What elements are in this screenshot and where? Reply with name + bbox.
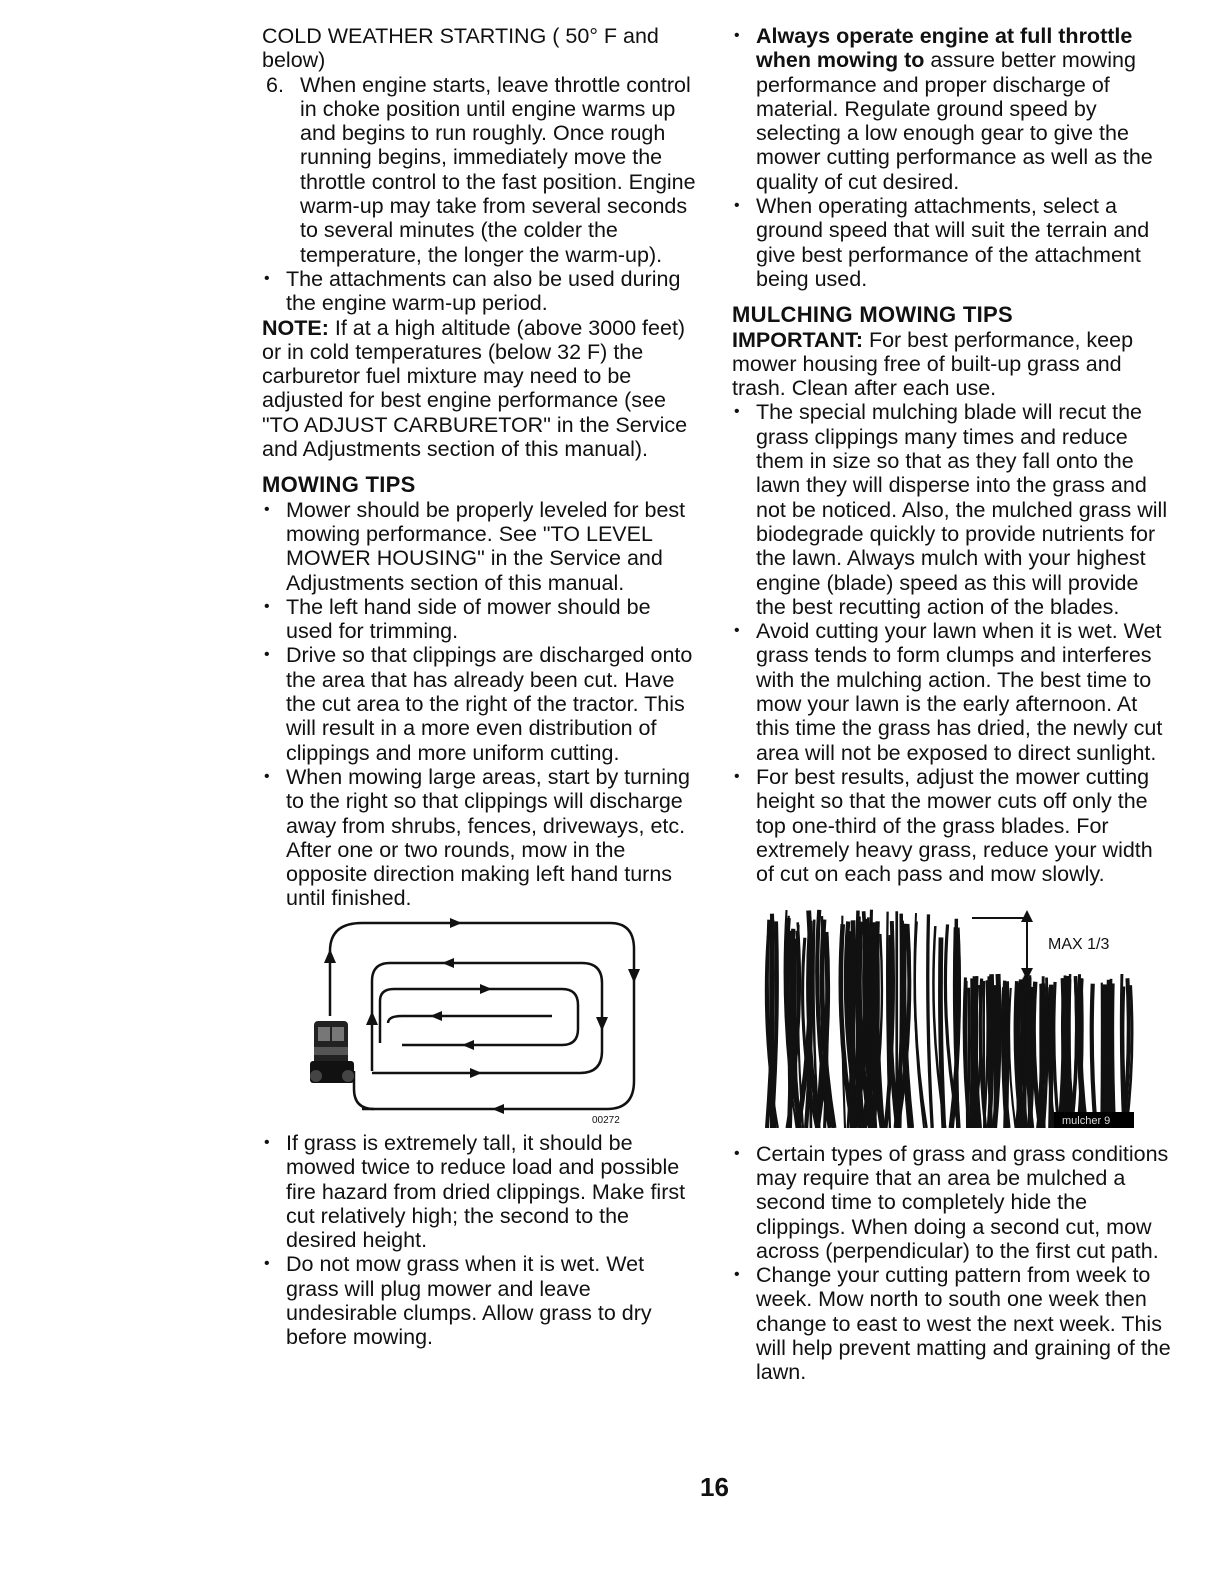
grass-blade <box>852 921 853 1129</box>
throttle-bullet <box>732 24 1172 194</box>
figure-caption: mulcher 9 <box>1062 1115 1111 1128</box>
list-item: • Mower should be properly leveled for best mowing performance. See "TO LEVEL MOWER HOUSING" in the Service and Adjustments section of this manual. <box>262 498 700 595</box>
important-label: IMPORTANT: <box>732 327 863 352</box>
step-6-text: When engine starts, leave throttle control in choke position until engine warms up and begins to run roughly. Once rough running begins, immediately move the throttle control to the fast position. Engine warm-up may take from several seconds to several minutes (the colder the temperature, the longer the warm-up). <box>300 72 696 267</box>
grass-blade <box>995 986 996 1129</box>
list-item: • The left hand side of mower should be used for trimming. <box>262 595 700 644</box>
mulching-tips-heading: MULCHING MOWING TIPS <box>732 302 1013 328</box>
list-item: • Change your cutting pattern from week to week. Mow north to south one week then change to east to west the next week. This will help prevent matting and graining of the lawn. <box>732 1263 1172 1384</box>
note-paragraph <box>262 316 700 462</box>
grass-blade <box>1101 983 1102 1128</box>
grass-blade <box>1104 988 1105 1129</box>
tractor-icon <box>310 1021 354 1083</box>
attachments-bullet: • The attachments can also be used during the engine warm-up period. <box>262 267 700 316</box>
important-paragraph <box>732 328 1172 401</box>
list-item: • Avoid cutting your lawn when it is wet. Wet grass tends to form clumps and interferes with the mulching action. The best time to mow your lawn is the early afternoon. At this time the grass has dried, the newly cut area will not be exposed to direct sunlight. <box>732 619 1172 765</box>
right-column <box>732 24 1172 1385</box>
step-6 <box>262 73 700 267</box>
list-item: • Do not mow grass when it is wet. Wet grass will plug mower and leave undesirable clumps. Allow grass to dry before mowing. <box>262 1252 700 1349</box>
grass-illustration <box>762 904 1134 1128</box>
grass-blade <box>1050 985 1051 1128</box>
throttle-bold: Always operate engine at full throttle when mowing to <box>756 24 1133 73</box>
note-text: If at a high altitude (above 3000 feet) or in cold temperatures (below 32 F) the carburetor fuel mixture may need to be adjusted for best engine performance (see "TO ADJUST CARBURETOR" in the Service and Adjustments section of this manual). <box>262 315 688 462</box>
page-number: 16 <box>700 1472 729 1502</box>
list-item: • When mowing large areas, start by turning to the right so that clippings will discharge away from shrubs, fences, driveways, etc. After one or two rounds, mow in the opposite direction making left hand turns until finished. <box>262 765 700 911</box>
mowing-pattern-illustration <box>262 911 702 1126</box>
grass-blade <box>1112 984 1114 1129</box>
list-item: • Certain types of grass and grass conditions may require that an area be mulched a second time to completely hide the clippings. When doing a second cut, mow across (perpendicular) to the first cut path. <box>732 1142 1172 1263</box>
mowing-tips-heading: MOWING TIPS <box>262 472 416 498</box>
max-label: MAX 1/3 <box>1048 936 1110 954</box>
throttle-text: assure better mowing performance and proper discharge of material. Regulate ground speed by selecting a low enough gear to give the mower cutting performance as well as the quality of cut desired. <box>756 48 1153 194</box>
note-label: NOTE: <box>262 315 329 340</box>
grass-blade <box>968 988 970 1128</box>
grass-blade <box>772 920 773 1128</box>
list-item: • If grass is extremely tall, it should be mowed twice to reduce load and possible fire hazard from dried clippings. Make first cut relatively high; the second to the desired height. <box>262 1131 700 1252</box>
grass-blade <box>789 931 792 1128</box>
cold-weather-heading: COLD WEATHER STARTING ( 50° F and below) <box>262 24 659 73</box>
left-column <box>262 24 700 1350</box>
step-number: 6. <box>266 72 284 97</box>
grass-blade <box>1029 978 1032 1129</box>
grass-height-figure <box>762 904 1172 1133</box>
important-text: For best performance, keep mower housing free of built-up grass and trash. Clean after each use. <box>732 327 1134 401</box>
list-item: • The special mulching blade will recut the grass clippings many times and reduce them in size so that as they fall onto the lawn they will disperse into the grass and not be noticed. Also, the mulched grass will biodegrade quickly to provide nutrients for the lawn. Always mulch with your highest engine (blade) speed as this will provide the best recutting action of the blades. <box>732 400 1172 619</box>
list-item: • When operating attachments, select a ground speed that will suit the terrain and give best performance of the attachment being used. <box>732 194 1172 291</box>
diagram-code: 00272 <box>592 1114 620 1126</box>
mowing-pattern-diagram <box>262 911 700 1131</box>
list-item: • Drive so that clippings are discharged onto the area that has already been cut. Have the cut area to the right of the tractor. This will result in a more even distribution of clippings and more uniform cutting. <box>262 643 700 764</box>
list-item: • For best results, adjust the mower cutting height so that the mower cuts off only the top one-third of the grass blades. For extremely heavy grass, reduce your width of cut on each pass and mow slowly. <box>732 765 1172 886</box>
